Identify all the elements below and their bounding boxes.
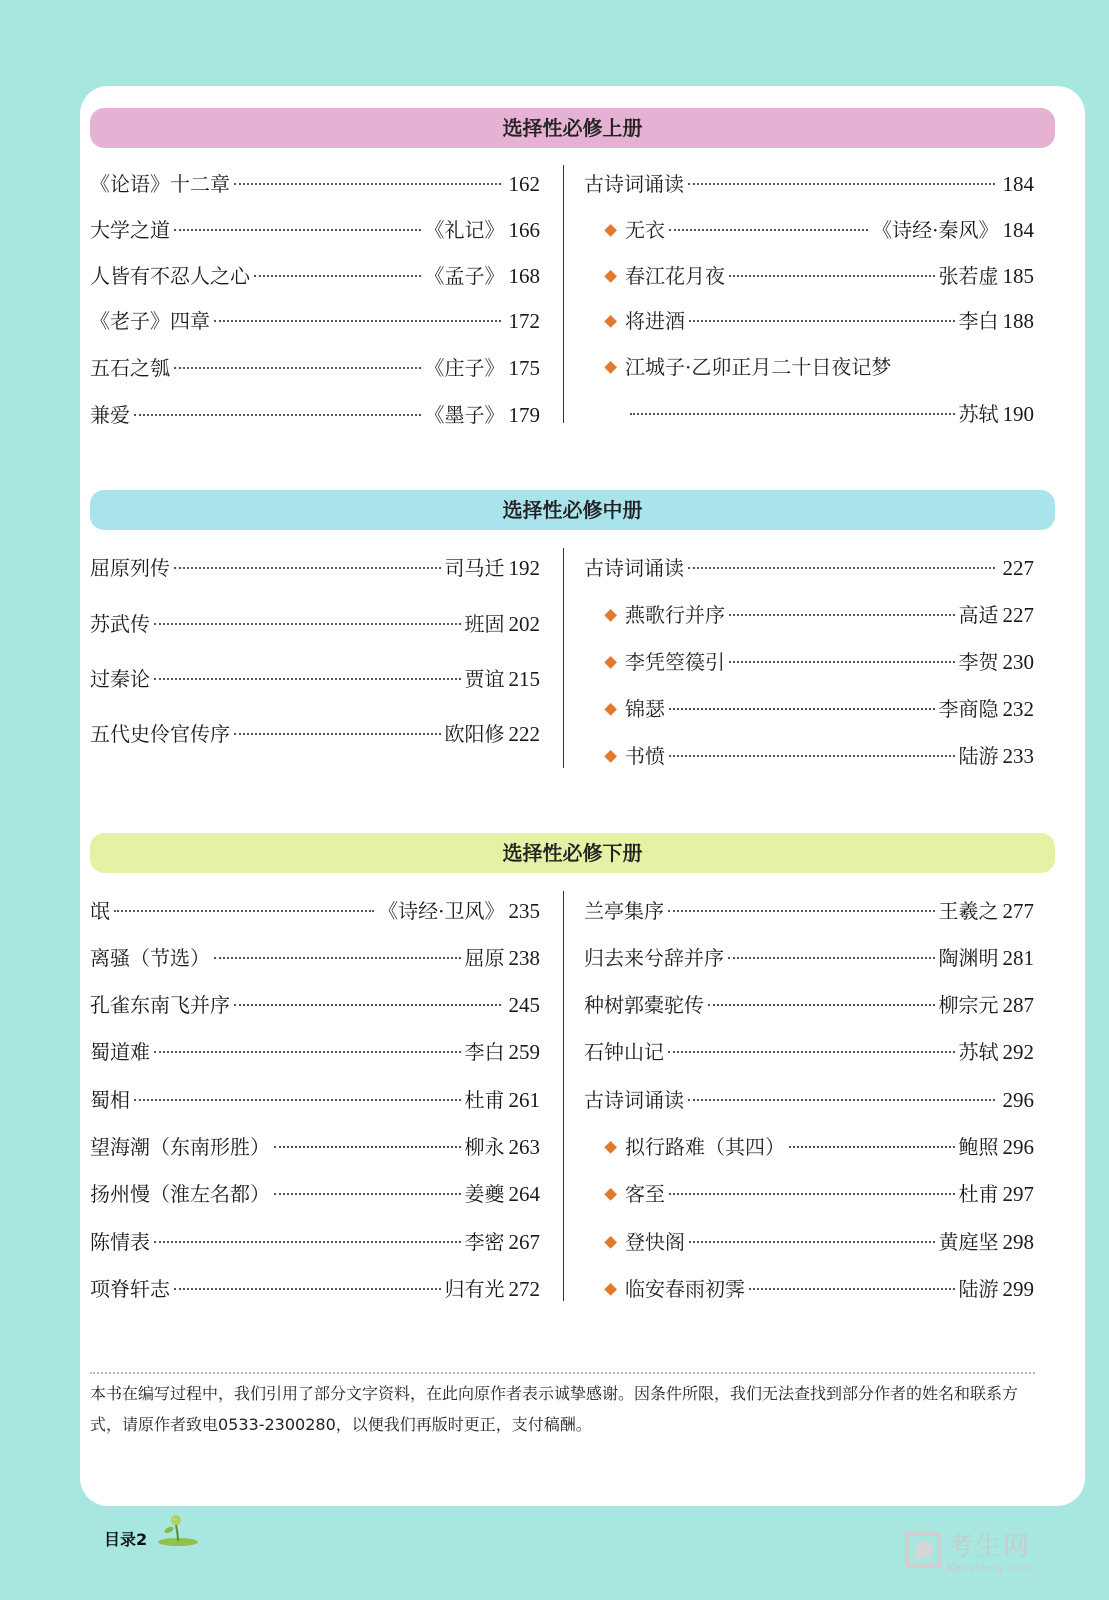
entry-page: 184 xyxy=(1002,218,1034,242)
leader-dots xyxy=(669,229,868,231)
entry-page: 277 xyxy=(1002,899,1034,923)
toc-entry[interactable] xyxy=(584,260,1034,289)
entry-title: 种树郭橐驼传 xyxy=(584,993,704,1017)
toc-entry[interactable] xyxy=(584,1273,1034,1302)
bullet-diamond-icon xyxy=(604,1283,617,1296)
entry-author: 归有光 xyxy=(444,1277,505,1301)
bullet-diamond-icon xyxy=(604,361,617,374)
leader-dots xyxy=(274,1146,461,1148)
entry-title: 兼爱 xyxy=(90,403,130,427)
entry-page: 298 xyxy=(1002,1230,1034,1254)
entry-author: 黄庭坚 xyxy=(938,1230,999,1254)
toc-entry[interactable] xyxy=(90,1226,540,1255)
toc-entry[interactable] xyxy=(584,214,1034,243)
leader-dots xyxy=(729,614,955,616)
entry-title: 燕歌行并序 xyxy=(625,603,725,627)
entry-title: 古诗词诵读 xyxy=(584,1088,684,1112)
entry-page: 192 xyxy=(508,556,540,580)
toc-entry[interactable] xyxy=(584,1036,1034,1065)
entry-author: 李白 xyxy=(958,309,999,333)
toc-entry-continuation[interactable] xyxy=(584,398,1034,427)
entry-author: 陆游 xyxy=(958,1277,999,1301)
bullet-diamond-icon xyxy=(604,270,617,283)
toc-entry[interactable] xyxy=(90,1273,540,1302)
entry-title: 书愤 xyxy=(625,744,665,768)
entry-page: 230 xyxy=(1002,650,1034,674)
entry-page: 287 xyxy=(1002,993,1034,1017)
bullet-diamond-icon xyxy=(604,750,617,763)
entry-page: 222 xyxy=(508,722,540,746)
entry-title: 李凭箜篌引 xyxy=(625,650,725,674)
entry-title: 五石之瓠 xyxy=(90,356,170,380)
entry-title: 归去来兮辞并序 xyxy=(584,946,724,970)
entry-page: 267 xyxy=(508,1230,540,1254)
entry-page: 272 xyxy=(508,1277,540,1301)
toc-entry[interactable] xyxy=(584,693,1034,722)
leader-dots xyxy=(749,1288,955,1290)
entry-author: 杜甫 xyxy=(958,1182,999,1206)
leader-dots xyxy=(154,1241,461,1243)
entry-title: 陈情表 xyxy=(90,1230,150,1254)
toc-entry[interactable] xyxy=(90,895,540,924)
entry-page: 238 xyxy=(508,946,540,970)
toc-entry[interactable] xyxy=(584,942,1034,971)
entry-page: 185 xyxy=(1002,264,1034,288)
leader-dots xyxy=(729,661,955,663)
entry-author: 班固 xyxy=(464,612,505,636)
entry-title: 《论语》十二章 xyxy=(90,172,230,196)
entry-author: 李商隐 xyxy=(938,697,999,721)
bullet-diamond-icon xyxy=(604,1188,617,1201)
entry-title: 项脊轩志 xyxy=(90,1277,170,1301)
watermark-text: 考生网 xyxy=(947,1532,1032,1562)
entry-page: 232 xyxy=(1002,697,1034,721)
column-divider xyxy=(563,891,564,1301)
entry-page: 299 xyxy=(1002,1277,1034,1301)
entry-title: 孔雀东南飞并序 xyxy=(90,993,230,1017)
toc-entry[interactable] xyxy=(90,168,540,197)
toc-entry[interactable] xyxy=(584,646,1034,675)
toc-entry[interactable] xyxy=(90,305,540,334)
column-divider xyxy=(563,548,564,768)
leader-dots xyxy=(134,414,421,416)
entry-page: 190 xyxy=(1002,402,1034,426)
toc-entry[interactable] xyxy=(90,260,540,289)
entry-page: 245 xyxy=(508,993,540,1017)
leader-dots xyxy=(234,1004,501,1006)
entry-title: 春江花月夜 xyxy=(625,264,725,288)
leader-dots xyxy=(669,1193,955,1195)
leader-dots xyxy=(234,733,441,735)
bullet-diamond-icon xyxy=(604,1141,617,1154)
entry-author: 苏轼 xyxy=(958,1040,999,1064)
entry-title: 大学之道 xyxy=(90,218,170,242)
bullet-diamond-icon xyxy=(604,703,617,716)
entry-page: 202 xyxy=(508,612,540,636)
leader-dots xyxy=(688,183,995,185)
toc-entry[interactable] xyxy=(584,989,1034,1018)
leader-dots xyxy=(630,413,955,415)
leader-dots xyxy=(669,708,935,710)
entry-title: 拟行路难（其四） xyxy=(625,1135,785,1159)
leader-dots xyxy=(214,320,501,322)
toc-entry[interactable] xyxy=(90,352,540,381)
leader-dots xyxy=(728,957,935,959)
toc-entry[interactable] xyxy=(90,214,540,243)
entry-author: 《墨子》 xyxy=(424,403,505,427)
leader-dots xyxy=(708,1004,935,1006)
entry-page: 264 xyxy=(508,1182,540,1206)
column-divider xyxy=(563,165,564,423)
toc-entry[interactable] xyxy=(90,1084,540,1113)
entry-page: 281 xyxy=(1002,946,1034,970)
leader-dots xyxy=(688,1099,995,1101)
entry-title: 锦瑟 xyxy=(625,697,665,721)
toc-entry[interactable] xyxy=(90,1178,540,1207)
entry-page: 172 xyxy=(508,309,540,333)
leader-dots xyxy=(689,320,955,322)
entry-page: 259 xyxy=(508,1040,540,1064)
entry-author: 柳宗元 xyxy=(938,993,999,1017)
entry-title: 望海潮（东南形胜） xyxy=(90,1135,270,1159)
entry-page: 162 xyxy=(508,172,540,196)
entry-title: 苏武传 xyxy=(90,612,150,636)
bullet-diamond-icon xyxy=(604,315,617,328)
toc-entry[interactable] xyxy=(90,608,540,637)
entry-title: 人皆有不忍人之心 xyxy=(90,264,250,288)
toc-entry[interactable] xyxy=(584,168,1034,197)
entry-title: 蜀相 xyxy=(90,1088,130,1112)
entry-author: 陶渊明 xyxy=(938,946,999,970)
entry-page: 175 xyxy=(508,356,540,380)
entry-page: 296 xyxy=(1002,1135,1034,1159)
watermark xyxy=(905,1526,1033,1574)
entry-title: 屈原列传 xyxy=(90,556,170,580)
leader-dots xyxy=(689,1241,935,1243)
entry-author: 屈原 xyxy=(464,946,505,970)
entry-page: 168 xyxy=(508,264,540,288)
entry-title: 《老子》四章 xyxy=(90,309,210,333)
entry-title: 临安春雨初霁 xyxy=(625,1277,745,1301)
entry-author: 陆游 xyxy=(958,744,999,768)
entry-title: 离骚（节选） xyxy=(90,946,210,970)
toc-entry[interactable] xyxy=(584,1178,1034,1207)
bullet-diamond-icon xyxy=(604,1236,617,1249)
toc-entry[interactable] xyxy=(584,552,1034,581)
entry-author: 柳永 xyxy=(464,1135,505,1159)
entry-title: 扬州慢（淮左名都） xyxy=(90,1182,270,1206)
entry-page: 233 xyxy=(1002,744,1034,768)
entry-author: 鲍照 xyxy=(958,1135,999,1159)
leader-dots xyxy=(134,1099,461,1101)
toc-entry[interactable] xyxy=(584,740,1034,769)
entry-author: 高适 xyxy=(958,603,999,627)
entry-title: 客至 xyxy=(625,1182,665,1206)
leader-dots xyxy=(174,1288,441,1290)
acknowledgement-note: 本书在编写过程中，我们引用了部分文字资料，在此向原作者表示诚挚感谢。因条件所限，我们无法查找到部分作者的姓名和联系方式，请原作者致电0533-2300280，以便我们再版时更正，支付稿酬。 xyxy=(90,1384,1019,1434)
entry-author: 《庄子》 xyxy=(424,356,505,380)
toc-entry[interactable] xyxy=(90,399,540,428)
entry-page: 292 xyxy=(1002,1040,1034,1064)
toc-entry[interactable] xyxy=(584,599,1034,628)
toc-entry[interactable] xyxy=(584,1226,1034,1255)
entry-title: 登快阁 xyxy=(625,1230,685,1254)
entry-author: 欧阳修 xyxy=(444,722,505,746)
entry-page: 263 xyxy=(508,1135,540,1159)
leader-dots xyxy=(174,567,441,569)
entry-title: 蜀道难 xyxy=(90,1040,150,1064)
entry-author: 张若虚 xyxy=(938,264,999,288)
toc-entry[interactable] xyxy=(90,718,540,747)
leader-dots xyxy=(234,183,501,185)
leader-dots xyxy=(214,957,461,959)
entry-author: 李白 xyxy=(464,1040,505,1064)
leader-dots xyxy=(274,1193,461,1195)
leader-dots xyxy=(254,275,421,277)
entry-title: 古诗词诵读 xyxy=(584,556,684,580)
leader-dots xyxy=(174,367,421,369)
watermark-domain: Kaosheng.com xyxy=(947,1563,1033,1574)
bullet-diamond-icon xyxy=(604,656,617,669)
bullet-diamond-icon xyxy=(604,224,617,237)
leader-dots xyxy=(114,910,374,912)
entry-page: 166 xyxy=(508,218,540,242)
toc-entry[interactable] xyxy=(90,1036,540,1065)
toc-entry[interactable] xyxy=(90,989,540,1018)
entry-author: 苏轼 xyxy=(958,402,999,426)
toc-entry[interactable] xyxy=(584,1131,1034,1160)
entry-author: 《诗经·秦风》 xyxy=(872,218,999,242)
toc-entry[interactable] xyxy=(90,1131,540,1160)
section-heading-lower: 选择性必修下册 xyxy=(90,833,1055,873)
footer-divider xyxy=(90,1372,1035,1374)
toc-entry[interactable] xyxy=(584,1084,1034,1113)
leader-dots xyxy=(154,623,461,625)
entry-author: 李密 xyxy=(464,1230,505,1254)
entry-page: 184 xyxy=(1002,172,1034,196)
bullet-diamond-icon xyxy=(604,609,617,622)
leader-dots xyxy=(669,755,955,757)
entry-author: 《诗经·卫风》 xyxy=(378,899,505,923)
entry-page: 261 xyxy=(508,1088,540,1112)
page-number-label: 目录2 xyxy=(104,1530,148,1549)
entry-author: 贾谊 xyxy=(464,667,505,691)
entry-title: 将进酒 xyxy=(625,309,685,333)
entry-author: 李贺 xyxy=(958,650,999,674)
entry-page: 296 xyxy=(1002,1088,1034,1112)
entry-page: 235 xyxy=(508,899,540,923)
entry-title: 氓 xyxy=(90,899,110,923)
entry-author: 《礼记》 xyxy=(424,218,505,242)
entry-title: 兰亭集序 xyxy=(584,899,664,923)
entry-page: 227 xyxy=(1002,603,1034,627)
entry-page: 188 xyxy=(1002,309,1034,333)
leader-dots xyxy=(789,1146,955,1148)
entry-title: 过秦论 xyxy=(90,667,150,691)
toc-entry[interactable] xyxy=(90,942,540,971)
toc-entry[interactable] xyxy=(90,663,540,692)
sprout-icon xyxy=(156,1513,200,1547)
entry-title: 五代史伶官传序 xyxy=(90,722,230,746)
leader-dots xyxy=(668,910,935,912)
entry-author: 姜夔 xyxy=(464,1182,505,1206)
toc-entry[interactable] xyxy=(584,305,1034,334)
entry-author: 《孟子》 xyxy=(424,264,505,288)
entry-page: 215 xyxy=(508,667,540,691)
entry-title: 石钟山记 xyxy=(584,1040,664,1064)
watermark-logo-icon xyxy=(905,1532,941,1568)
entry-author: 杜甫 xyxy=(464,1088,505,1112)
section-heading-middle: 选择性必修中册 xyxy=(90,490,1055,530)
entry-page: 227 xyxy=(1002,556,1034,580)
toc-entry[interactable] xyxy=(90,552,540,581)
leader-dots xyxy=(174,229,421,231)
entry-title: 古诗词诵读 xyxy=(584,172,684,196)
entry-title: 无衣 xyxy=(625,218,665,242)
leader-dots xyxy=(668,1051,955,1053)
toc-entry[interactable] xyxy=(584,895,1034,924)
section-heading-upper: 选择性必修上册 xyxy=(90,108,1055,148)
entry-title: 江城子·乙卯正月二十日夜记梦 xyxy=(625,355,892,379)
entry-author: 司马迁 xyxy=(444,556,505,580)
leader-dots xyxy=(154,678,461,680)
leader-dots xyxy=(729,275,935,277)
toc-entry-title-line[interactable] xyxy=(584,351,1034,380)
entry-page: 179 xyxy=(508,403,540,427)
leader-dots xyxy=(154,1051,461,1053)
entry-author: 王羲之 xyxy=(938,899,999,923)
leader-dots xyxy=(688,567,995,569)
entry-page: 297 xyxy=(1002,1182,1034,1206)
